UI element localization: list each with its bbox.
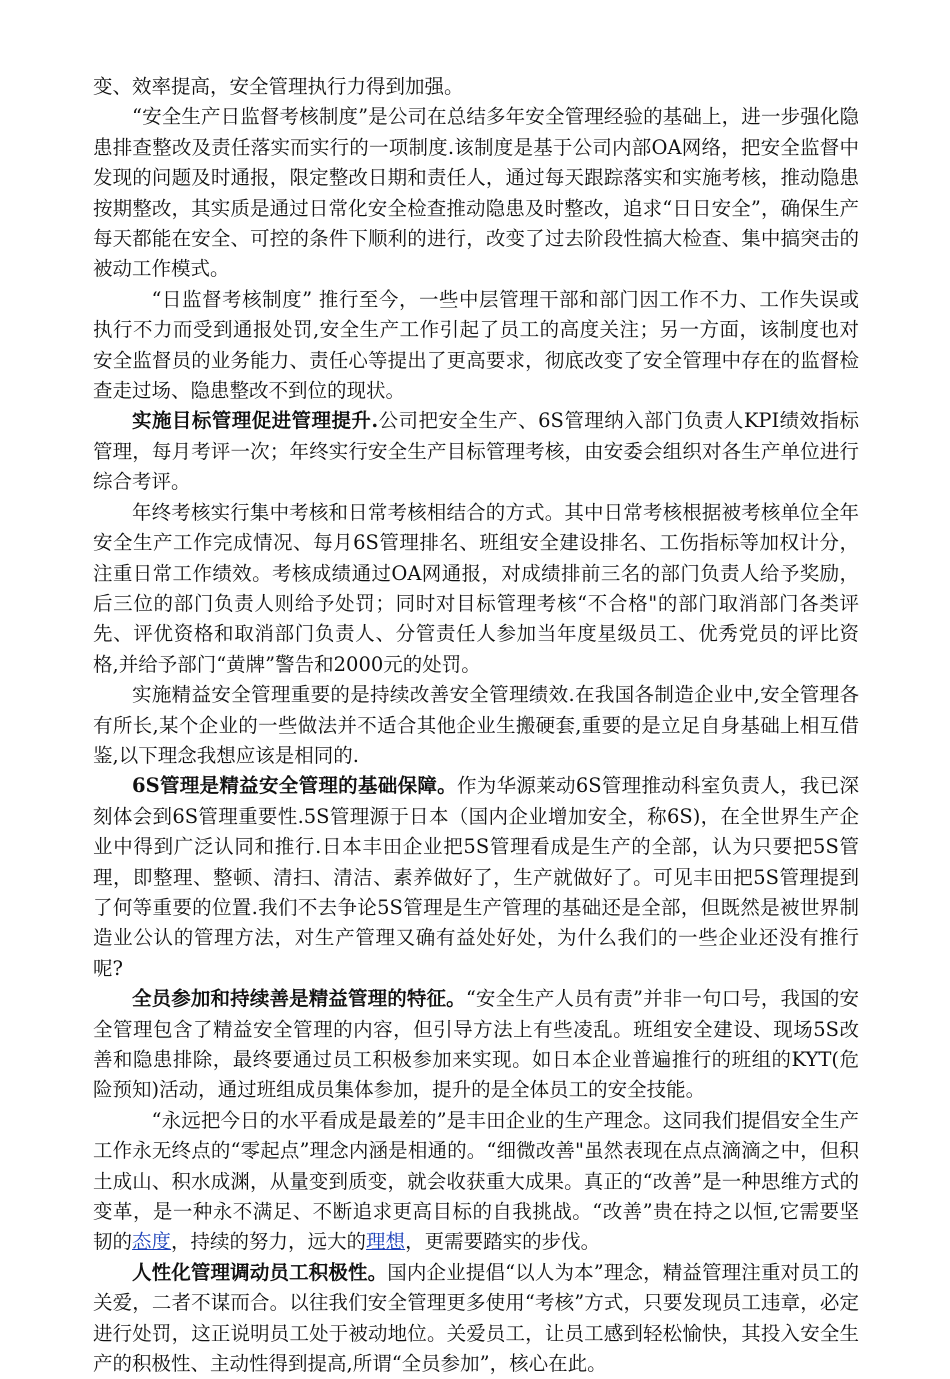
paragraph-target-management xyxy=(93,406,859,497)
paragraph-text: “永远把今日的水平看成是最差的”是丰田企业的生产理念。这同我们提倡安全生产工作永无终点的“零起点”理念内涵是相通的。“细微改善"虽然表现在点点滴滴之中，但积土成山、积水成渊，从量变到质变，就会收获重大成果。真正的“改善”是一种思维方式的变革，是一种永不满足、不断追求更高目标的自我挑战。“改善”贵在持之以恒,它需要坚韧的 xyxy=(93,1108,859,1254)
paragraph-continuation xyxy=(93,72,859,102)
link-ideal[interactable]: 理想 xyxy=(366,1230,406,1254)
paragraph-heading: 全员参加和持续善是精益管理的特征。 xyxy=(132,987,466,1011)
link-attitude[interactable]: 态度 xyxy=(132,1230,172,1254)
paragraph-system-effects xyxy=(93,285,859,407)
paragraph-text: 实施精益安全管理重要的是持续改善安全管理绩效.在我国各制造企业中,安全管理各有所长,某个企业的一些做法并不适合其他企业生搬硬套,重要的是立足自身基础上相互借鉴,以下理念我想应该是相同的. xyxy=(93,683,859,767)
paragraph-text: “日监督考核制度” 推行至今，一些中层管理干部和部门因工作不力、工作失误或执行不力而受到通报处罚,安全生产工作引起了员工的高度关注；另一方面，该制度也对安全监督员的业务能力、责任心等提出了更高要求，彻底改变了安全管理中存在的监督检查走过场、隐患整改不到位的现状。 xyxy=(93,287,859,403)
paragraph-6s-management xyxy=(93,771,859,984)
paragraph-text: ，持续的努力，远大的 xyxy=(171,1230,367,1254)
paragraph-text: 年终考核实行集中考核和日常考核相结合的方式。其中日常考核根据被考核单位全年安全生产工作完成情况、每月6S管理排名、班组安全建设排名、工伤指标等加权计分，注重日常工作绩效。考核成绩通过OA网通报，对成绩排前三名的部门负责人给予奖励，后三位的部门负责人则给予处罚；同时对目标管理考核“不合格"的部门取消部门各类评先、评优资格和取消部门负责人、分管责任人参加当年度星级员工、优秀党员的评比资格,并给予部门“黄牌”警告和2000元的处罚。 xyxy=(93,500,859,676)
paragraph-daily-supervision-system xyxy=(93,102,859,284)
paragraph-text: 国内企业提倡“以人为本”理念，精益管理注重对员工的关爱，二者不谋而合。以往我们安全管理更多使用“考核”方式，只要发现员工违章，必定进行处罚，这正说明员工处于被动地位。关爱员工，让员工感到轻松愉快，其投入安全生产的积极性、主动性得到提高,所谓“全员参加”，核心在此。 xyxy=(93,1260,859,1376)
paragraph-text: ，更需要踏实的步伐。 xyxy=(405,1230,601,1254)
paragraph-text: 公司把安全生产、6S管理纳入部门负责人KPI绩效指标管理，每月考评一次；年终实行安全生产目标管理考核，由安委会组织对各生产单位进行综合考评。 xyxy=(93,409,859,494)
paragraph-lean-safety xyxy=(93,680,859,771)
paragraph-humanized-management xyxy=(93,1258,859,1379)
paragraph-continuous-improvement xyxy=(93,1106,859,1258)
paragraph-text: “安全生产人员有责”并非一句口号，我国的安全管理包含了精益安全管理的内容，但引导方法上有些凌乱。班组安全建设、现场5S改善和隐患排除，最终要通过员工积极参加来实现。如日本企业普遍推行的班组的KYT(危险预知)活动，通过班组成员集体参加，提升的是全体员工的安全技能。 xyxy=(93,987,859,1102)
document-page xyxy=(93,72,859,1379)
paragraph-heading: 人性化管理调动员工积极性。 xyxy=(132,1260,388,1284)
paragraph-year-end-assessment xyxy=(93,498,859,680)
paragraph-full-participation xyxy=(93,984,859,1106)
paragraph-text: “安全生产日监督考核制度”是公司在总结多年安全管理经验的基础上，进一步强化隐患排查整改及责任落实而实行的一项制度.该制度是基于公司内部OA网络，把安全监督中发现的问题及时通报，限定整改日期和责任人，通过每天跟踪落实和实施考核，推动隐患按期整改，其实质是通过日常化安全检查推动隐患及时整改，追求“日日安全”，确保生产每天都能在安全、可控的条件下顺利的进行，改变了过去阶段性搞大检查、集中搞突击的被动工作模式。 xyxy=(93,105,859,281)
paragraph-text: 作为华源莱动6S管理推动科室负责人，我已深刻体会到6S管理重要性.5S管理源于日本（国内企业增加安全，称6S)，在全世界生产企业中得到广泛认同和推行.日本丰田企业把5S管理看成是生产的全部，认为只要把5S管理，即整理、整顿、清扫、清洁、素养做好了，生产就做好了。可见丰田把5S管理提到了何等重要的位置.我们不去争论5S管理是生产管理的基础还是全部，但既然是被世界制造业公认的管理方法，对生产管理又确有益处好处，为什么我们的一些企业还没有推行呢? xyxy=(93,774,860,980)
paragraph-heading: 6S管理是精益安全管理的基础保障。 xyxy=(132,774,457,798)
paragraph-text: 变、效率提高，安全管理执行力得到加强。 xyxy=(93,75,464,98)
paragraph-heading: 实施目标管理促进管理提升. xyxy=(132,409,379,433)
